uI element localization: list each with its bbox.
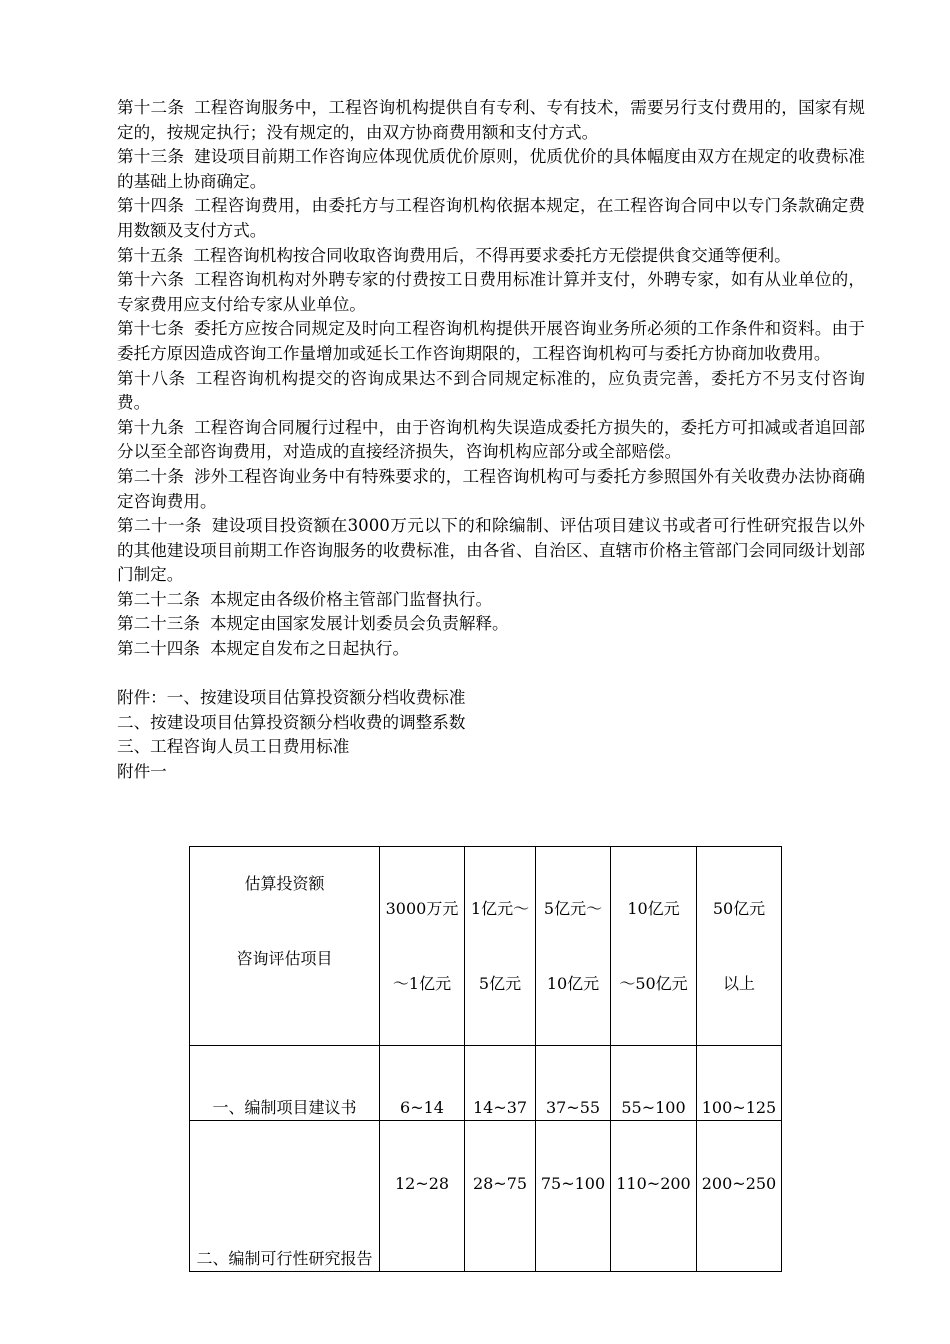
header-col-4	[611, 847, 697, 1046]
header-investment-label: 估算投资额	[244, 874, 325, 893]
article-14	[117, 194, 865, 243]
article-number: 第十二条	[117, 98, 185, 117]
col-5-top: 50亿元	[712, 899, 766, 918]
article-number: 第十八条	[117, 368, 186, 388]
col-2-top: 1亿元～	[470, 899, 530, 918]
attachment-line-2: 二、按建设项目估算投资额分档收费的调整系数	[117, 712, 466, 732]
attachment-line-1: 附件：一、按建设项目估算投资额分档收费标准	[117, 688, 466, 708]
blank-line	[117, 662, 865, 687]
article-15	[117, 244, 865, 269]
row-value: 14~37	[465, 1046, 536, 1121]
attachment-line-3: 三、工程咨询人员工日费用标准	[117, 737, 350, 757]
article-23	[117, 612, 865, 637]
row-value: 12~28	[380, 1121, 465, 1272]
col-3-bottom: 10亿元	[546, 974, 600, 993]
header-col-1	[380, 847, 465, 1046]
row-value: 100~125	[697, 1046, 782, 1121]
row-value: 110~200	[611, 1121, 697, 1272]
article-text: 本规定自发布之日起执行。	[209, 639, 410, 659]
col-1-bottom: ～1亿元	[392, 974, 452, 993]
article-number: 第十七条	[117, 319, 185, 339]
article-number: 第十四条	[117, 196, 185, 216]
table-row	[190, 1121, 782, 1272]
article-17	[117, 317, 865, 366]
article-number: 第十六条	[117, 270, 185, 290]
article-13	[117, 145, 865, 194]
article-12	[117, 96, 865, 145]
article-text: 本规定由国家发展计划委员会负责解释。	[209, 614, 509, 634]
attachment-label: 附件一	[117, 762, 167, 782]
article-text: 建设项目投资额在3000万元以下的和除编制、评估项目建议书或者可行性研究报告以外的其他建设项目前期工作咨询服务的收费标准，由各省、自治区、直辖市价格主管部门会同同级计划部门制定。	[117, 516, 866, 585]
article-number: 第十五条	[117, 245, 184, 265]
article-text: 建设项目前期工作咨询应体现优质优价原则，优质优价的具体幅度由双方在规定的收费标准的基础上协商确定。	[117, 147, 865, 191]
article-number: 第十九条	[117, 417, 185, 437]
header-item-label: 咨询评估项目	[236, 949, 333, 968]
article-19	[117, 416, 865, 465]
header-col-2	[465, 847, 536, 1046]
article-18	[117, 367, 865, 416]
header-col-5	[697, 847, 782, 1046]
article-text: 工程咨询服务中，工程咨询机构提供自有专利、专有技术，需要另行支付费用的，国家有规定的，按规定执行；没有规定的，由双方协商费用额和支付方式。	[117, 98, 865, 142]
article-text: 工程咨询机构按合同收取咨询费用后，不得再要求委托方无偿提供食交通等便利。	[193, 245, 791, 265]
row-value: 6~14	[380, 1046, 465, 1121]
header-corner-cell	[190, 847, 380, 1046]
col-5-bottom: 以上	[722, 974, 755, 993]
article-text: 工程咨询合同履行过程中，由于咨询机构失误造成委托方损失的，委托方可扣减或者追回部分以至全部咨询费用，对造成的直接经济损失，咨询机构应部分或全部赔偿。	[117, 417, 865, 462]
col-4-bottom: ～50亿元	[619, 974, 688, 993]
row-item-label: 一、编制项目建议书	[190, 1046, 380, 1121]
col-3-top: 5亿元～	[543, 899, 603, 918]
row-value: 200~250	[697, 1121, 782, 1272]
article-text: 涉外工程咨询业务中有特殊要求的，工程咨询机构可与委托方参照国外有关收费办法协商确定咨询费用。	[117, 466, 865, 511]
header-col-3	[536, 847, 611, 1046]
col-4-top: 10亿元	[627, 899, 680, 918]
article-text: 工程咨询机构提交的咨询成果达不到合同规定标准的，应负责完善，委托方不另支付咨询费。	[117, 368, 866, 413]
row-item-label: 二、编制可行性研究报告	[190, 1121, 380, 1272]
article-number: 第二十二条	[117, 589, 200, 609]
article-20	[117, 465, 865, 514]
article-22	[117, 588, 865, 613]
article-text: 工程咨询机构对外聘专家的付费按工日费用标准计算并支付，外聘专家，如有从业单位的，专家费用应支付给专家从业单位。	[117, 270, 865, 314]
article-number: 第二十一条	[117, 516, 202, 536]
article-text: 委托方应按合同规定及时向工程咨询机构提供开展咨询业务所必须的工作条件和资料。由于委托方原因造成咨询工作量增加或延长工作咨询期限的，工程咨询机构可与委托方协商加收费用。	[117, 319, 865, 363]
article-21	[117, 514, 865, 588]
article-number: 第二十三条	[117, 614, 200, 634]
row-value: 75~100	[536, 1121, 611, 1272]
fee-table	[189, 846, 782, 1272]
table-header-row	[190, 847, 782, 1046]
row-value: 55~100	[611, 1046, 697, 1121]
row-value: 28~75	[465, 1121, 536, 1272]
article-number: 第二十四条	[117, 639, 200, 659]
article-16	[117, 268, 865, 317]
article-text: 本规定由各级价格主管部门监督执行。	[209, 589, 493, 609]
article-24	[117, 637, 865, 662]
document-body	[117, 96, 865, 785]
col-2-bottom: 5亿元	[478, 974, 522, 993]
article-text: 工程咨询费用，由委托方与工程咨询机构依据本规定，在工程咨询合同中以专门条款确定费用数额及支付方式。	[117, 196, 865, 240]
article-number: 第二十条	[117, 466, 185, 486]
table-row	[190, 1046, 782, 1121]
row-value: 37~55	[536, 1046, 611, 1121]
col-1-top: 3000万元	[385, 899, 459, 918]
article-number: 第十三条	[117, 147, 185, 167]
